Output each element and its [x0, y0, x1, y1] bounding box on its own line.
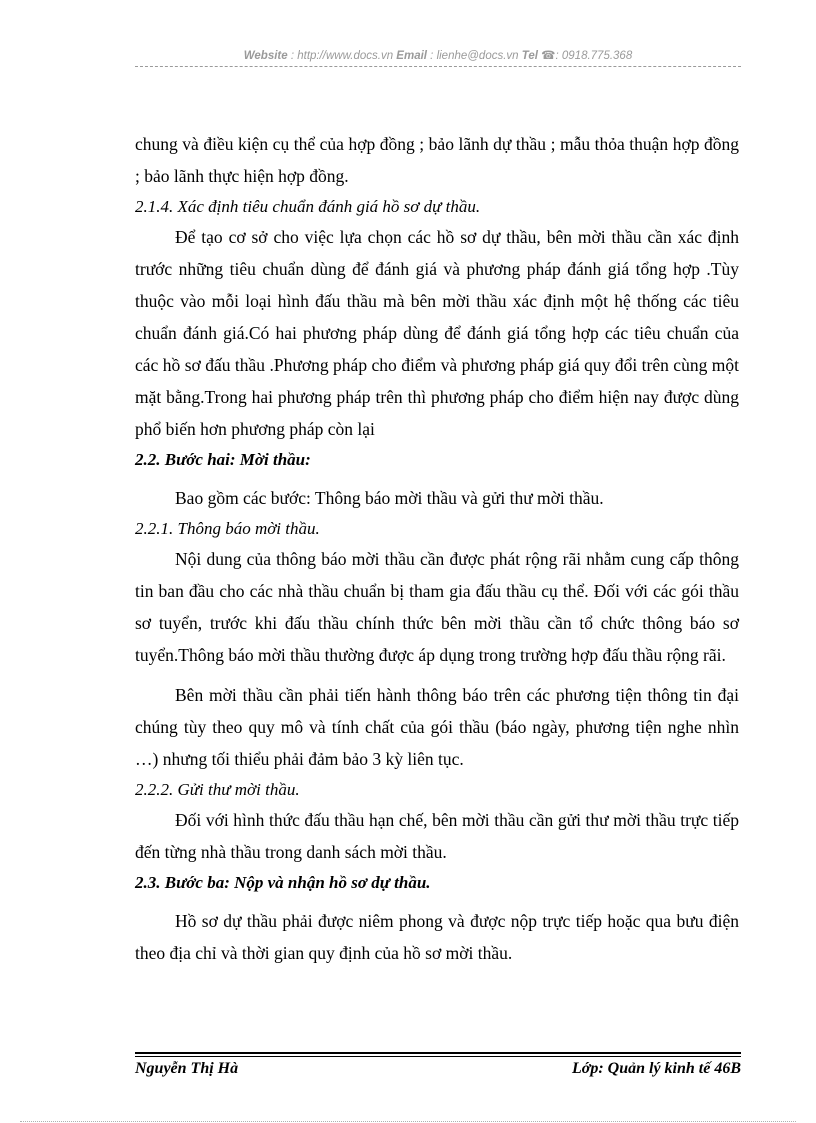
heading-2-3: 2.3. Bước ba: Nộp và nhận hồ sơ dự thầu. [135, 873, 431, 892]
spacer [135, 897, 739, 905]
spacer [135, 474, 739, 482]
paragraph-media-notice: Bên mời thầu cần phải tiến hành thông báo trên các phương tiện thông tin đại chúng tùy theo quy mô và tính chất của gói thầu (báo ngày, phương tiện nghe nhìn …) nhưng tối thiểu phải đảm bảo 3 kỳ liên tục. [135, 685, 739, 769]
heading-2-2-2: 2.2.2. Gửi thư mời thầu. [135, 780, 300, 799]
footer-divider-thick [135, 1052, 741, 1054]
footer-class: Lớp: Quản lý kinh tế 46B [571, 1060, 741, 1077]
footer-author: Nguyễn Thị Hà [135, 1060, 239, 1077]
paragraph-bid-submission: Hồ sơ dự thầu phải được niêm phong và được nộp trực tiếp hoặc qua bưu điện theo địa chỉ và thời gian quy định của hồ sơ mời thầu. [135, 911, 739, 963]
website-label: Website [243, 50, 288, 62]
tel-label: Tel [521, 50, 538, 62]
website-value: : http://www.docs.vn [287, 50, 397, 62]
page-bottom-border [20, 1121, 796, 1122]
page-header [135, 48, 741, 62]
paragraph-invitation-steps: Bao gồm các bước: Thông báo mời thầu và gửi thư mời thầu. [175, 488, 604, 508]
spacer [135, 671, 739, 679]
heading-2-1-4: 2.1.4. Xác định tiêu chuẩn đánh giá hồ sơ dự thầu. [135, 197, 481, 216]
heading-2-2-1: 2.2.1. Thông báo mời thầu. [135, 519, 320, 538]
footer-divider-thin [135, 1056, 741, 1057]
email-label: Email [396, 50, 427, 62]
heading-2-2: 2.2. Bước hai: Mời thầu: [135, 450, 311, 469]
tel-value: ☎: 0918.775.368 [537, 50, 633, 62]
paragraph-contract-terms: chung và điều kiện cụ thể của hợp đồng ; bảo lãnh dự thầu ; mẫu thỏa thuận hợp đồng ; bảo lãnh thực hiện hợp đồng. [135, 134, 739, 186]
header-divider [135, 66, 741, 67]
paragraph-evaluation-criteria: Để tạo cơ sở cho việc lựa chọn các hồ sơ dự thầu, bên mời thầu cần xác định trước những tiêu chuẩn dùng để đánh giá và phương pháp đánh giá tổng hợp .Tùy thuộc vào mỗi loại hình đấu thầu mà bên mời thầu xác định một hệ thống các tiêu chuẩn đánh giá.Có hai phương pháp dùng để đánh giá tổng hợp các tiêu chuẩn của các hồ sơ đấu thầu .Phương pháp cho điểm và phương pháp giá quy đổi trên cùng một mặt bằng.Trong hai phương pháp trên thì phương pháp cho điểm hiện nay được dùng phổ biến hơn phương pháp còn lại [135, 227, 739, 439]
email-value: : lienhe@docs.vn [426, 50, 522, 62]
paragraph-notice-content: Nội dung của thông báo mời thầu cần được phát rộng rãi nhằm cung cấp thông tin ban đầu cho các nhà thầu chuẩn bị tham gia đấu thầu cụ thể. Đối với các gói thầu sơ tuyển, trước khi đấu thầu chính thức bên mời thầu cần tổ chức thông báo sơ tuyển.Thông báo mời thầu thường được áp dụng trong trường hợp đấu thầu rộng rãi. [135, 549, 739, 665]
document-body [135, 128, 739, 969]
paragraph-invitation-letter: Đối với hình thức đấu thầu hạn chế, bên mời thầu cần gửi thư mời thầu trực tiếp đến từng nhà thầu trong danh sách mời thầu. [135, 810, 739, 862]
